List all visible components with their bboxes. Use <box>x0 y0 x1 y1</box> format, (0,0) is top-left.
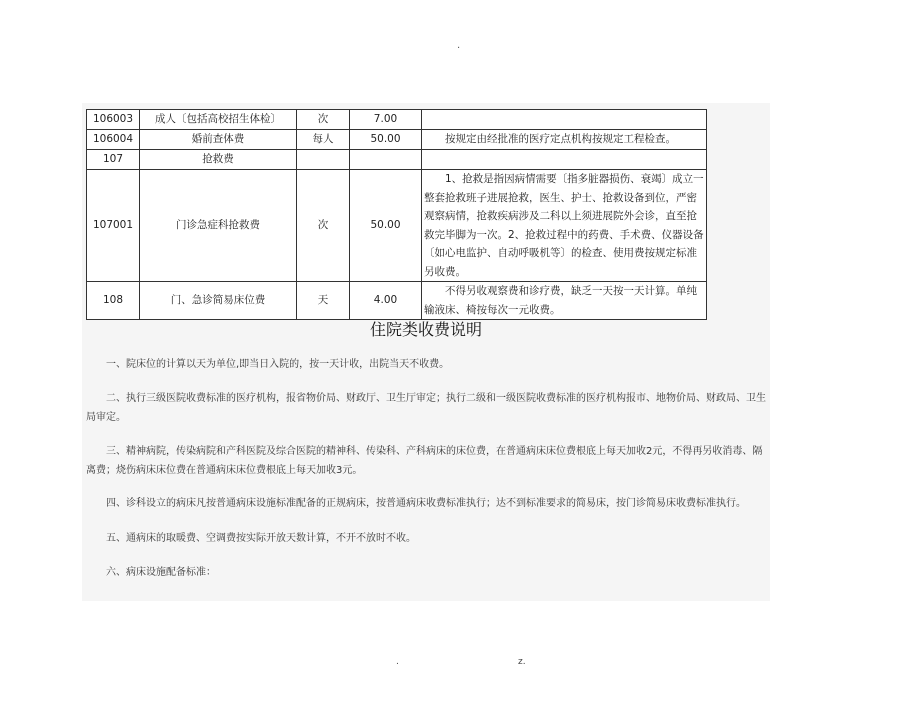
item-unit: 每人 <box>297 130 350 150</box>
item-name: 抢救费 <box>140 150 297 170</box>
item-price: 50.00 <box>350 130 422 150</box>
item-code: 106003 <box>87 110 140 130</box>
paragraph: 二、执行三级医院收费标准的医疗机构，报省物价局、财政厅、卫生厅审定；执行二级和一级医院收费标准的医疗机构报市、地物价局、财政局、卫生局审定。 <box>86 393 766 423</box>
table-row <box>87 282 707 320</box>
item-note: 按规定由经批准的医疗定点机构按规定工程检查。 <box>422 130 707 150</box>
item-name: 婚前查体费 <box>140 130 297 150</box>
footer-left-marker: . <box>396 657 399 667</box>
item-note: 1、抢救是指因病情需要〔指多脏器损伤、衰竭〕成立一整套抢救班子进展抢救，医生、护士、抢救设备到位，严密观察病情，抢救疾病涉及二科以上须进展院外会诊，直至抢救完毕脚为一次。2、抢救过程中的药费、手术费、仪器设备〔如心电监护、自动呼吸机等〕的检查、使用费按规定标准另收费。 <box>422 170 707 282</box>
paragraph: 一、院床位的计算以天为单位,即当日入院的，按一天计收，出院当天不收费。 <box>106 359 450 370</box>
item-note <box>422 150 707 170</box>
item-name: 门、急诊简易床位费 <box>140 282 297 320</box>
item-name: 成人〔包括高校招生体检〕 <box>140 110 297 130</box>
paragraph: 四、诊科设立的病床凡按普通病床设施标准配备的正规病床，按普通病床收费标准执行；达不到标准要求的简易床，按门诊简易床收费标准执行。 <box>106 498 746 509</box>
item-price: 50.00 <box>350 170 422 282</box>
item-price: 7.00 <box>350 110 422 130</box>
paragraph: 五、通病床的取暖费、空调费按实际开放天数计算，不开不放时不收。 <box>106 533 416 544</box>
item-unit: 次 <box>297 110 350 130</box>
item-code: 106004 <box>87 130 140 150</box>
paragraph: 六、病床设施配备标准： <box>106 567 216 578</box>
item-note <box>422 110 707 130</box>
item-unit <box>297 150 350 170</box>
item-unit: 天 <box>297 282 350 320</box>
section-title: 住院类收费说明 <box>369 320 482 339</box>
item-note: 不得另收观察费和诊疗费，缺乏一天按一天计算。单纯输液床、椅按每次一元收费。 <box>422 282 707 320</box>
item-code: 108 <box>87 282 140 320</box>
item-name: 门诊急症科抢救费 <box>140 170 297 282</box>
paragraph: 三、精神病院，传染病院和产科医院及综合医院的精神科、传染科、产科病床的床位费，在普通病床床位费根底上每天加收2元，不得再另收消毒、隔离费；烧伤病床床位费在普通病床床位费根底上每天加收3元。 <box>86 446 763 476</box>
item-code: 107001 <box>87 170 140 282</box>
table-row <box>87 110 707 130</box>
footer-right-marker: z. <box>518 657 526 667</box>
table-row <box>87 150 707 170</box>
item-price: 4.00 <box>350 282 422 320</box>
item-unit: 次 <box>297 170 350 282</box>
table-row <box>87 130 707 150</box>
fee-table <box>86 109 707 320</box>
item-price <box>350 150 422 170</box>
table-row <box>87 170 707 282</box>
item-code: 107 <box>87 150 140 170</box>
page-top-marker: . <box>457 40 461 51</box>
